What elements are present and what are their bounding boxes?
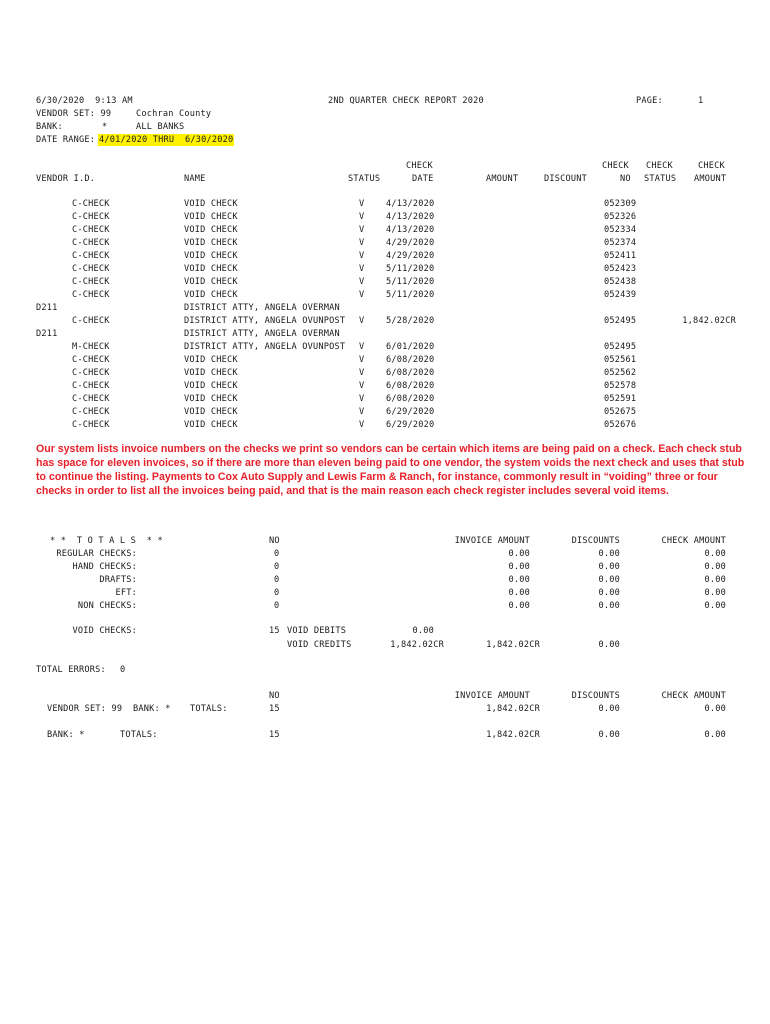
totals-line-check-amount: 0.00 (704, 575, 726, 585)
col-discount: DISCOUNT (544, 174, 587, 184)
summary-check-amount-header: CHECK AMOUNT (661, 691, 726, 701)
row-check-date: 6/01/2020 (386, 342, 435, 352)
vendor-set-label: VENDOR SET: 99 (36, 109, 112, 119)
void-checks-label: VOID CHECKS: (72, 626, 137, 636)
totals-line-check-amount: 0.00 (704, 562, 726, 572)
row-check-type: C-CHECK (72, 407, 110, 417)
row-check-no: 052578 (604, 381, 637, 391)
col-amount: AMOUNT (486, 174, 519, 184)
row-check-type: C-CHECK (72, 355, 110, 365)
row-check-date: 4/13/2020 (386, 199, 435, 209)
bank-summary-discounts: 0.00 (598, 730, 620, 740)
row-check-no: 052676 (604, 420, 637, 430)
totals-line-no: 0 (274, 575, 280, 585)
summary-no: 15 (269, 704, 280, 714)
row-status: V (359, 407, 365, 417)
row-name: VOID CHECK (184, 251, 238, 261)
summary-vendor-set-label: VENDOR SET: 99 BANK: * (47, 704, 171, 714)
totals-line-label: HAND CHECKS: (72, 562, 137, 572)
row-check-date: 6/08/2020 (386, 355, 435, 365)
row-name: DISTRICT ATTY, ANGELA OVUNPOST (184, 316, 346, 326)
totals-line-discounts: 0.00 (598, 575, 620, 585)
void-checks-no: 15 (269, 626, 280, 636)
row-status: V (359, 212, 365, 222)
row-check-no: 052495 (604, 342, 637, 352)
summary-check-amount: 0.00 (704, 704, 726, 714)
row-name: VOID CHECK (184, 199, 238, 209)
row-status: V (359, 381, 365, 391)
row-status: V (359, 420, 365, 430)
row-status: V (359, 277, 365, 287)
row-status: V (359, 290, 365, 300)
row-check-no: 052495 (604, 316, 637, 326)
totals-line-discounts: 0.00 (598, 549, 620, 559)
row-name: VOID CHECK (184, 394, 238, 404)
bank-summary-no: 15 (269, 730, 280, 740)
col-vendor-id: VENDOR I.D. (36, 174, 96, 184)
bank-code: * (102, 122, 108, 132)
row-name: VOID CHECK (184, 420, 238, 430)
row-name: VOID CHECK (184, 368, 238, 378)
summary-no-header: NO (269, 691, 280, 701)
totals-line-no: 0 (274, 601, 280, 611)
row-check-no: 052562 (604, 368, 637, 378)
totals-invoice-header: INVOICE AMOUNT (454, 536, 530, 546)
row-check-date: 5/11/2020 (386, 277, 435, 287)
date-range-value: 4/01/2020 THRU 6/30/2020 (99, 135, 234, 145)
totals-check-amount-header: CHECK AMOUNT (661, 536, 726, 546)
totals-line-no: 0 (274, 588, 280, 598)
totals-line-no: 0 (274, 562, 280, 572)
totals-line-discounts: 0.00 (598, 588, 620, 598)
bank-summary-invoice: 1,842.02CR (486, 730, 540, 740)
totals-line-discounts: 0.00 (598, 562, 620, 572)
row-check-no: 052561 (604, 355, 637, 365)
vendor-set-name: Cochran County (136, 109, 212, 119)
totals-line-invoice: 0.00 (508, 601, 530, 611)
row-status: V (359, 368, 365, 378)
row-check-no: 052438 (604, 277, 637, 287)
row-name: VOID CHECK (184, 381, 238, 391)
row-check-type: C-CHECK (72, 212, 110, 222)
row-check-date: 4/13/2020 (386, 212, 435, 222)
row-name: DISTRICT ATTY, ANGELA OVERMAN (184, 329, 340, 339)
row-check-type: C-CHECK (72, 264, 110, 274)
row-name: VOID CHECK (184, 264, 238, 274)
row-check-type: C-CHECK (72, 316, 110, 326)
row-check-type: C-CHECK (72, 420, 110, 430)
bank-name: ALL BANKS (136, 122, 185, 132)
row-check-date: 6/08/2020 (386, 368, 435, 378)
summary-discounts-header: DISCOUNTS (571, 691, 620, 701)
totals-line-label: NON CHECKS: (77, 601, 137, 611)
row-check-date: 6/29/2020 (386, 407, 435, 417)
report-datetime: 6/30/2020 9:13 AM (36, 96, 133, 106)
row-check-no: 052423 (604, 264, 637, 274)
totals-line-discounts: 0.00 (598, 601, 620, 611)
summary-invoice-header: INVOICE AMOUNT (454, 691, 530, 701)
row-check-no: 052309 (604, 199, 637, 209)
row-status: V (359, 394, 365, 404)
bank-label: BANK: (36, 122, 63, 132)
row-check-type: C-CHECK (72, 225, 110, 235)
row-check-no: 052675 (604, 407, 637, 417)
row-check-type: C-CHECK (72, 394, 110, 404)
row-status: V (359, 342, 365, 352)
summary-invoice: 1,842.02CR (486, 704, 540, 714)
void-debits-value: 0.00 (412, 626, 434, 636)
totals-line-invoice: 0.00 (508, 588, 530, 598)
page-label: PAGE: (636, 96, 663, 106)
row-status: V (359, 316, 365, 326)
row-check-no: 052334 (604, 225, 637, 235)
void-debits-label: VOID DEBITS (287, 626, 347, 636)
row-name: DISTRICT ATTY, ANGELA OVUNPOST (184, 342, 346, 352)
totals-line-label: DRAFTS: (99, 575, 137, 585)
page-number: 1 (698, 96, 704, 106)
totals-heading: * * T O T A L S * * (50, 536, 163, 546)
summary-discounts: 0.00 (598, 704, 620, 714)
row-check-date: 4/29/2020 (386, 251, 435, 261)
col-check-no-bottom: NO (620, 174, 631, 184)
row-check-type: C-CHECK (72, 368, 110, 378)
row-status: V (359, 251, 365, 261)
totals-line-no: 0 (274, 549, 280, 559)
row-check-type: M-CHECK (72, 342, 110, 352)
row-name: VOID CHECK (184, 277, 238, 287)
void-invoice-amount: 1,842.02CR (486, 640, 540, 650)
totals-line-check-amount: 0.00 (704, 549, 726, 559)
row-check-date: 5/28/2020 (386, 316, 435, 326)
col-check-status-bottom: STATUS (644, 174, 677, 184)
row-check-type: C-CHECK (72, 199, 110, 209)
date-range-label: DATE RANGE: (36, 135, 96, 145)
bank-summary-totals-label: TOTALS: (120, 730, 158, 740)
col-name: NAME (184, 174, 206, 184)
totals-no-header: NO (269, 536, 280, 546)
bank-summary-label: BANK: * (47, 730, 85, 740)
total-errors-value: 0 (120, 665, 126, 675)
bank-summary-check-amount: 0.00 (704, 730, 726, 740)
row-status: V (359, 238, 365, 248)
row-check-type: C-CHECK (72, 381, 110, 391)
row-check-type: C-CHECK (72, 277, 110, 287)
row-check-no: 052439 (604, 290, 637, 300)
col-check-no-top: CHECK (602, 161, 629, 171)
row-check-no: 052326 (604, 212, 637, 222)
row-vendor-id: D211 (36, 303, 58, 313)
row-status: V (359, 264, 365, 274)
void-credits-label: VOID CREDITS (287, 640, 352, 650)
row-check-type: C-CHECK (72, 251, 110, 261)
totals-discounts-header: DISCOUNTS (571, 536, 620, 546)
void-check-explanation: Our system lists invoice numbers on the checks we print so vendors can be certain which items are being paid on a check. Each check stub has space for eleven invoices, so if there are more than eleven being paid to one vendor, the system voids the next check and uses that stub to continue the listing. Payments to Cox Auto Supply and Lewis Farm & Ranch, for instance, commonly result in “voiding” three or four checks in order to list all the invoices being paid, and that is the main reason each check register includes several void items. (36, 443, 745, 497)
row-check-date: 6/08/2020 (386, 394, 435, 404)
row-check-date: 6/08/2020 (386, 381, 435, 391)
row-check-type: C-CHECK (72, 238, 110, 248)
row-check-date: 4/13/2020 (386, 225, 435, 235)
row-check-no: 052591 (604, 394, 637, 404)
row-status: V (359, 225, 365, 235)
row-name: VOID CHECK (184, 238, 238, 248)
void-credits-value: 1,842.02CR (390, 640, 444, 650)
row-check-no: 052374 (604, 238, 637, 248)
row-status: V (359, 199, 365, 209)
row-name: VOID CHECK (184, 355, 238, 365)
totals-line-check-amount: 0.00 (704, 601, 726, 611)
row-check-no: 052411 (604, 251, 637, 261)
total-errors-label: TOTAL ERRORS: (36, 665, 106, 675)
row-vendor-id: D211 (36, 329, 58, 339)
void-discounts: 0.00 (598, 640, 620, 650)
col-check-status-top: CHECK (646, 161, 673, 171)
row-status: V (359, 355, 365, 365)
row-name: VOID CHECK (184, 407, 238, 417)
totals-line-check-amount: 0.00 (704, 588, 726, 598)
row-name: VOID CHECK (184, 225, 238, 235)
row-check-amount: 1,842.02CR (682, 316, 736, 326)
totals-line-invoice: 0.00 (508, 549, 530, 559)
row-name: VOID CHECK (184, 290, 238, 300)
row-check-type: C-CHECK (72, 290, 110, 300)
row-check-date: 4/29/2020 (386, 238, 435, 248)
totals-line-label: EFT: (115, 588, 137, 598)
row-name: DISTRICT ATTY, ANGELA OVERMAN (184, 303, 340, 313)
totals-line-invoice: 0.00 (508, 575, 530, 585)
row-name: VOID CHECK (184, 212, 238, 222)
col-check-date-bottom: DATE (412, 174, 434, 184)
summary-totals-label: TOTALS: (190, 704, 228, 714)
col-check-date-top: CHECK (406, 161, 433, 171)
totals-line-label: REGULAR CHECKS: (56, 549, 137, 559)
report-title: 2ND QUARTER CHECK REPORT 2020 (328, 96, 484, 106)
col-status: STATUS (348, 174, 381, 184)
row-check-date: 5/11/2020 (386, 290, 435, 300)
row-check-date: 5/11/2020 (386, 264, 435, 274)
col-check-amount-top: CHECK (698, 161, 725, 171)
totals-line-invoice: 0.00 (508, 562, 530, 572)
col-check-amount-bottom: AMOUNT (694, 174, 727, 184)
row-check-date: 6/29/2020 (386, 420, 435, 430)
